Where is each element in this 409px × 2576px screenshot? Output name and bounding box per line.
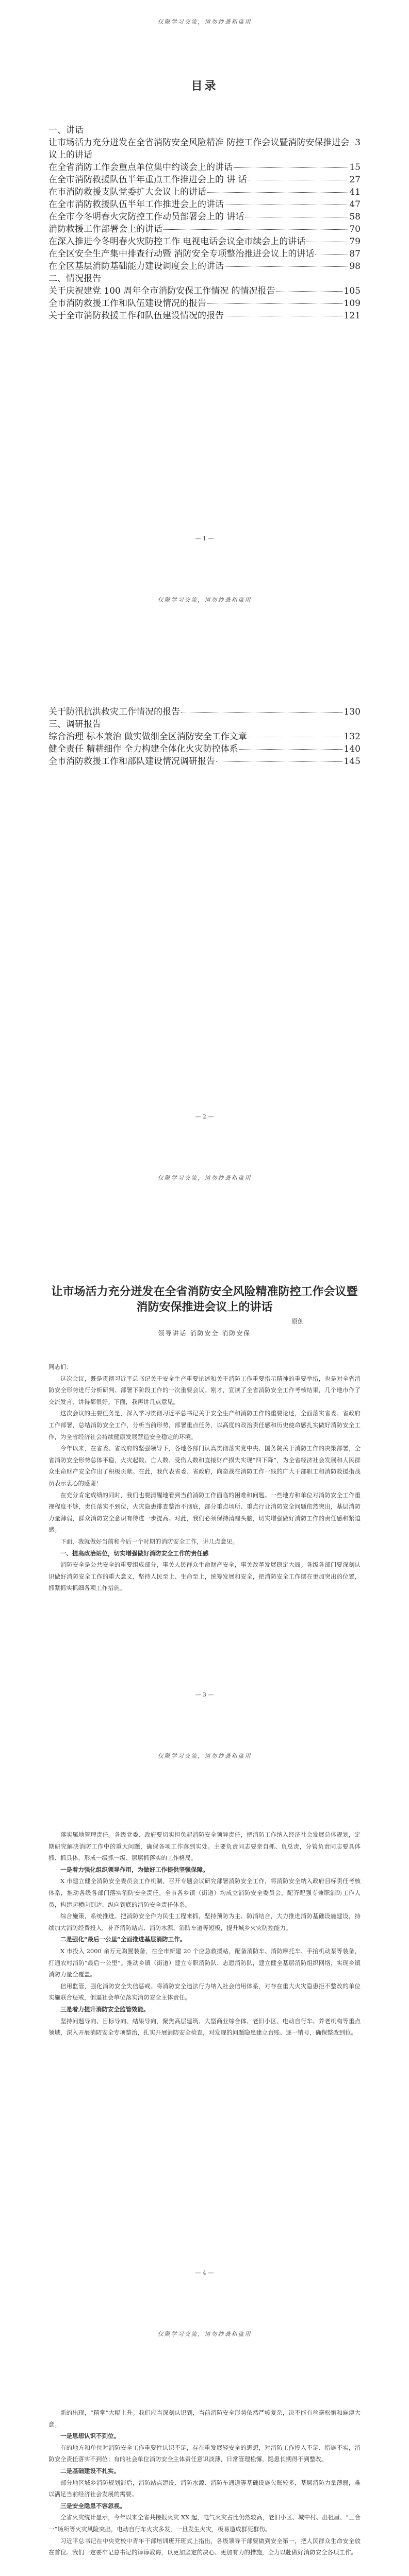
page-header-motto: 仅限学习交流，请勿抄袭和盗用 bbox=[157, 19, 252, 25]
body-paragraph: 在充分肯定成绩的同时，我们也要清醒地看到当前消防工作面临的困难和问题。一些地方和单位对消防安全工作重视程度不够，责任落实不到位，火灾隐患排查整治不彻底，部分重点场所、重点行业消防安全问题依然突出，基层消防力量薄弱，群众消防安全意识有待进一步提高。对此，我们必须保持清醒头脑，切实增强做好消防工作的责任感和紧迫感。 bbox=[48, 1491, 361, 1534]
toc-dot-leader bbox=[315, 254, 348, 255]
toc-dot-leader bbox=[225, 266, 348, 267]
article-body bbox=[48, 1829, 361, 2039]
section-subheading: 一是着力强化组织领导作用，为做好工作提供坚强保障。 bbox=[60, 1866, 209, 1873]
toc-entry[interactable] bbox=[48, 310, 361, 322]
body-paragraph: 有的地方和单位对消防安全工作重要性认识不足，存在重发展轻安全的思想，对消防工作投入不足、措施不实，消防安全责任落实不到位；有的社会单位消防安全主体责任意识淡薄，日常管理松懈，隐患长期得不到整改。 bbox=[48, 2444, 361, 2463]
toc-dot-leader bbox=[216, 761, 343, 762]
toc-entry[interactable] bbox=[48, 137, 361, 161]
page-header-motto: 仅限学习交流，请勿抄袭和盗用 bbox=[157, 597, 252, 603]
toc-entry-title: 让市场活力充分迸发在全省消防安全风险精准 防控工作会议暨消防安保推进会议上的讲话 bbox=[48, 138, 350, 160]
section-subheading: 二是强化“最后一公里”全面推进基层消防工作。 bbox=[60, 1936, 186, 1943]
toc-entry[interactable] bbox=[48, 743, 361, 755]
toc-list bbox=[48, 285, 361, 322]
section-subheading: 一、提高政治站位，切实增强做好消防安全工作的责任感 bbox=[60, 1549, 209, 1557]
toc-entry-page: 15 bbox=[349, 162, 361, 173]
toc-entry-page: 87 bbox=[349, 249, 361, 259]
toc-list bbox=[48, 706, 361, 718]
body-paragraph: 习近平总书记在中央党校中青年干部培训班开班式上指出，各级领导干部要做到安全第一，把人民群众生命安全放在首位。我们一定要牢记总书记的谆谆教诲，以更加坚定的决心、更加有力的措施，全力以赴做好消防安全各项工作。 bbox=[48, 2537, 361, 2556]
toc-entry-title: 综合治理 标本兼治 做实做细全区消防安全工作文章 bbox=[48, 732, 247, 742]
body-paragraph: 新的出现，“精掌”大幅上升。我们应当深刻认识到，当前消防安全形势依然严峻复杂，决不能有丝毫松懈和麻痹大意。 bbox=[48, 2409, 361, 2428]
toc-section-heading: 一、讲话 bbox=[48, 125, 84, 135]
body-paragraph: 综合施策，系统推进。把消防安全作为民生工程来抓，坚持预防为主、防消结合，大力推进消防基础设施建设，持续加大消防经费投入，补齐消防站点、消防水源、消防车道等短板，提升城乡火灾防控能力。 bbox=[48, 1912, 361, 1931]
section-subheading: 一是思想认识不到位。 bbox=[60, 2432, 120, 2440]
page-number: — 2 — bbox=[195, 1113, 214, 1120]
toc-list bbox=[48, 137, 361, 273]
toc-entry-page: 58 bbox=[349, 212, 361, 222]
page-header-motto: 仅限学习交流，请勿抄袭和盗用 bbox=[157, 1753, 252, 1759]
toc-entry[interactable] bbox=[48, 235, 361, 248]
toc-dot-leader bbox=[207, 303, 343, 304]
toc-entry-title: 在全区基层消防基础能力建设调度会上的讲话 bbox=[48, 261, 224, 272]
page-header-motto: 仅限学习交流，请勿抄袭和盗用 bbox=[157, 1175, 252, 1181]
toc-entry-title: 在深入推进今冬明春火灾防控工作 电视电话会议全市续会上的讲话 bbox=[48, 236, 306, 247]
toc-entry[interactable] bbox=[48, 260, 361, 273]
toc-entry-page: 27 bbox=[349, 175, 361, 185]
page-5 bbox=[0, 2312, 409, 2576]
toc-dot-leader bbox=[181, 712, 343, 713]
toc-entry-title: 在市消防救援支队党委扩大会议上的讲话 bbox=[48, 187, 206, 197]
toc-entry-page: 41 bbox=[349, 187, 361, 197]
toc-dot-leader bbox=[239, 749, 343, 750]
toc-entry[interactable] bbox=[48, 755, 361, 768]
body-paragraph: 信用监管，强化消防安全失信惩戒。将消防安全违法行为纳入社会信用体系，对存在重大火灾隐患拒不整改的单位实施联合惩戒，倒逼社会单位落实消防安全主体责任。 bbox=[48, 1982, 361, 2002]
page-4 bbox=[0, 1734, 409, 2312]
toc-entry[interactable] bbox=[48, 198, 361, 211]
body-paragraph: X 市建立健全消防安全委员会工作机制，召开专题会议研究部署消防安全工作，将消防安全纳入政府目标责任考核体系，推动各级各部门落实消防安全责任。全市各乡镇（街道）均成立消防安全委员会，配齐配强专兼职消防工作人员，构建起横向到边、纵向到底的消防安全责任体系。 bbox=[48, 1877, 361, 1908]
toc-entry-title: 消防救援工作部署会上的讲话 bbox=[48, 224, 162, 234]
body-paragraph: 消防安全是公共安全的重要组成部分，事关人民群众生命财产安全，事关改革发展稳定大局。各级各部门要深刻认识做好消防安全工作的重大意义，坚持人民至上、生命至上，统筹发展和安全，把消防安全工作摆在更加突出的位置，抓紧抓实抓细各项工作措施。 bbox=[48, 1561, 361, 1592]
page-3 bbox=[0, 1156, 409, 1734]
article-body bbox=[48, 1361, 361, 1594]
body-paragraph: 部分地区城乡消防规划滞后，消防站点建设、消防水源、消防车通道等基础设施欠账较多，基层消防力量薄弱，难以满足当前经济社会发展的需要。 bbox=[48, 2479, 361, 2498]
toc-dot-leader bbox=[163, 229, 348, 230]
toc-entry-page: 105 bbox=[343, 286, 361, 296]
article-body bbox=[48, 2407, 361, 2558]
toc-entry-page: 98 bbox=[349, 261, 361, 272]
body-paragraph: 落实属地管理责任。各级党委、政府要切实担负起消防安全领导责任，把消防工作纳入经济社会发展总体规划，定期研究解决消防工作中的重大问题，确保各项工作落到实处。主要负责同志要亲自抓、负总责，分管负责同志要具体抓、抓具体，形成一级抓一级、层层抓落实的工作格局。 bbox=[48, 1831, 361, 1862]
toc-entry[interactable] bbox=[48, 223, 361, 235]
toc-entry-page: 140 bbox=[343, 744, 361, 754]
page-2 bbox=[0, 578, 409, 1156]
toc-entry-page: 3 bbox=[355, 138, 361, 148]
toc-dot-leader bbox=[234, 167, 348, 168]
toc-entry-title: 在全区安全生产集中排查行动暨 消防安全专项整治推进会议上的讲话 bbox=[48, 249, 315, 259]
toc-entry[interactable] bbox=[48, 161, 361, 174]
body-paragraph: 全省火灾统计显示，今年以来全省共接报火灾 XX 起，电气火灾占比仍然较高，老旧小区、城中村、出租屋、“三合一”场所等火灾风险突出，电动自行车火灾多发，一旦发生火灾，极易造成群死群伤。 bbox=[48, 2514, 361, 2533]
body-paragraph: 下面，我就做好当前和今后一个时期的消防安全工作，讲几点意见。 bbox=[60, 1537, 238, 1545]
toc-entry-page: 70 bbox=[349, 224, 361, 234]
toc-entry-title: 健全责任 精耕细作 全力构建全体化火灾防控体系 bbox=[48, 744, 238, 754]
toc-entry-title: 在全市消防救援队伍半年工作推进会上的讲话 bbox=[48, 199, 224, 210]
toc-section-heading: 二、情况报告 bbox=[48, 274, 101, 284]
toc-dot-leader bbox=[276, 291, 343, 292]
article-tags: 领导讲话 消防安全 消防安保 bbox=[158, 1330, 251, 1337]
page-header-motto: 仅限学习交流，请勿抄袭和盗用 bbox=[157, 2331, 252, 2337]
page-number: — 3 — bbox=[195, 1691, 214, 1698]
body-paragraph: X 市投入 2000 余万元购置装备，在全市新建 20 个应急救援站，配备消防车、消防摩托车、手抬机动泵等装备，打通农村消防“最后一公里”。推动乡镇（街道）建立专职消防队、志愿消防队，建立健全基层消防组织网络，实现乡镇消防力量全覆盖。 bbox=[48, 1947, 361, 1978]
toc-entry[interactable] bbox=[48, 248, 361, 260]
body-paragraph: 坚持问题导向、目标导向、结果导向，聚焦高层建筑、大型商业综合体、老旧小区、电动自行车、养老机构等重点领域，深入开展消防安全专项整治，扎实开展消防安全检查，对发现的问题隐患建立台账、逐一销号，确保整改到位。 bbox=[48, 2017, 361, 2037]
body-paragraph: 同志们： bbox=[48, 1363, 72, 1370]
toc-list bbox=[48, 731, 361, 768]
toc-entry[interactable] bbox=[48, 297, 361, 310]
toc-entry[interactable] bbox=[48, 706, 361, 718]
toc-entry-title: 关于全市消防救援工作和队伍建设情况的报告 bbox=[48, 311, 224, 321]
section-subheading: 二是基础建设不扎实。 bbox=[60, 2467, 120, 2475]
toc-entry-page: 79 bbox=[349, 236, 361, 247]
toc-entry[interactable] bbox=[48, 211, 361, 223]
page-1 bbox=[0, 0, 409, 578]
body-paragraph: 这次会议的主要任务是，深入学习贯彻习近平总书记关于安全生产和消防工作的重要论述，全面落实省委、省政府工作部署，总结消防安全工作，分析当前形势，部署重点任务，以高度的政治责任感和历史使命感扎实做好消防安全工作，为全省经济社会持续健康发展营造安全稳定的环境。 bbox=[48, 1410, 361, 1440]
toc-title: 目录 bbox=[191, 79, 218, 93]
section-subheading: 三是着力提升消防安全监管效能。 bbox=[60, 2005, 150, 2013]
toc-dot-leader bbox=[207, 192, 348, 193]
toc-entry-title: 关于防汛抗洪救灾工作情况的报告 bbox=[48, 707, 180, 717]
toc-entry-page: 47 bbox=[349, 199, 361, 210]
toc-entry-page: 132 bbox=[343, 732, 361, 742]
toc-entry-page: 130 bbox=[343, 707, 361, 717]
page-number: — 4 — bbox=[195, 2269, 214, 2276]
toc-entry-page: 109 bbox=[343, 298, 361, 309]
article-author: 原创 bbox=[291, 1318, 304, 1325]
toc-entry-title: 在全市今冬明春火灾防控工作动员部署会上的 讲话 bbox=[48, 212, 244, 222]
toc-continued bbox=[48, 706, 361, 768]
toc-entry[interactable] bbox=[48, 285, 361, 297]
toc-entry-title: 全市消防救援工作和部队建设情况调研报告 bbox=[48, 756, 215, 767]
body-paragraph: 今年以来，在省委、省政府的坚强领导下，各地各部门认真贯彻落实党中央、国务院关于消防工作的决策部署，全省消防安全形势总体平稳，火灾起数、亡人数、受伤人数和直接财产损失实现“四下降”，为全省经济社会发展和人民群众生命财产安全作出了积极贡献。在此，我代表省委、省政府，向奋战在消防工作一线的广大干部职工和消防救援指战员表示衷心的感谢！ bbox=[48, 1445, 361, 1487]
toc-entry-title: 在全市消防救援队伍半年重点工作推进会上的 讲 话 bbox=[48, 175, 247, 185]
toc-entry-page: 121 bbox=[343, 311, 361, 321]
toc-entry-page: 145 bbox=[343, 756, 361, 767]
toc-entry[interactable] bbox=[48, 186, 361, 198]
toc-entry-title: 在全省消防工作会重点单位集中约谈会上的讲话 bbox=[48, 162, 233, 173]
page-number: — 1 — bbox=[195, 535, 214, 542]
section-subheading: 三是安全隐患不容忽视。 bbox=[60, 2502, 126, 2510]
toc-entry[interactable] bbox=[48, 731, 361, 743]
body-paragraph: 这次会议，既是贯彻习近平总书记关于安全生产重要论述和关于消防工作重要指示精神的重要举措，也是对全省消防安全形势进行分析研判、部署下阶段工作的一次重要会议。刚才，宣读了全省消防安全工作考核结果，几个地市作了交流发言，讲得都很好。下面，我再讲几点意见。 bbox=[48, 1375, 361, 1405]
article-title: 让市场活力充分迸发在全省消防安全风险精准防控工作会议暨消防安保推进会议上的讲话 bbox=[51, 1285, 358, 1314]
toc-entry-title: 全市消防救援工作和队伍建设情况的报告 bbox=[48, 298, 206, 309]
toc-section-heading: 三、调研报告 bbox=[48, 719, 101, 730]
toc-entry-title: 关于庆祝建党 100 周年全市消防安保工作情况 的情况报告 bbox=[48, 286, 275, 296]
toc-entry[interactable] bbox=[48, 174, 361, 186]
